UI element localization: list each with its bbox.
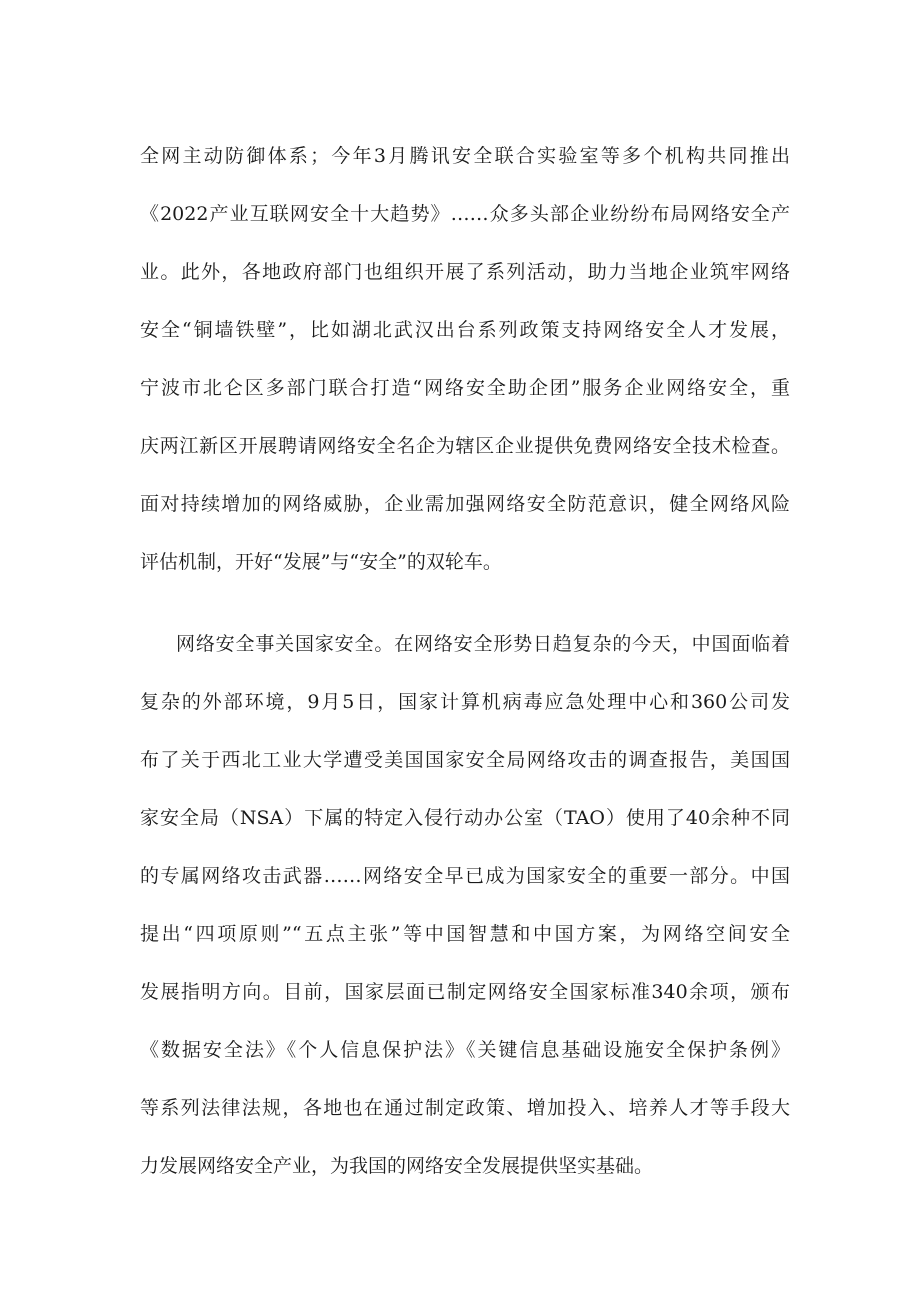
text-line: 宁波市北仑区多部门联合打造“网络安全助企团”服务企业网络安全，重 bbox=[140, 377, 790, 399]
text-line: 的专属网络攻击武器……网络安全早已成为国家安全的重要一部分。中国 bbox=[140, 865, 790, 887]
text-line: 发展指明方向。目前，国家层面已制定网络安全国家标准340余项，颁布 bbox=[140, 981, 790, 1003]
text-line: 《数据安全法》《个人信息保护法》《关键信息基础设施安全保护条例》 bbox=[140, 1039, 790, 1061]
text-line: 力发展网络安全产业，为我国的网络安全发展提供坚实基础。 bbox=[140, 1155, 654, 1177]
text-line: 家安全局（NSA）下属的特定入侵行动办公室（TAO）使用了40余种不同 bbox=[140, 807, 790, 829]
text-line: 布了关于西北工业大学遭受美国国家安全局网络攻击的调查报告，美国国 bbox=[140, 749, 790, 771]
text-line: 业。此外，各地政府部门也组织开展了系列活动，助力当地企业筑牢网络 bbox=[140, 261, 790, 283]
text-line: 网络安全事关国家安全。在网络安全形势日趋复杂的今天，中国面临着 bbox=[176, 633, 790, 655]
text-line: 全网主动防御体系；今年3月腾讯安全联合实验室等多个机构共同推出 bbox=[140, 145, 790, 167]
text-line: 提出“四项原则”“五点主张”等中国智慧和中国方案，为网络空间安全 bbox=[140, 923, 790, 945]
text-line: 安全“铜墙铁壁”，比如湖北武汉出台系列政策支持网络安全人才发展， bbox=[140, 319, 790, 341]
text-line: 庆两江新区开展聘请网络安全名企为辖区企业提供免费网络安全技术检查。 bbox=[140, 435, 790, 457]
text-line: 《2022产业互联网安全十大趋势》……众多头部企业纷纷布局网络安全产 bbox=[140, 203, 790, 225]
text-line: 面对持续增加的网络威胁，企业需加强网络安全防范意识，健全网络风险 bbox=[140, 493, 790, 515]
text-line: 等系列法律法规，各地也在通过制定政策、增加投入、培养人才等手段大 bbox=[140, 1097, 790, 1119]
text-line: 复杂的外部环境，9月5日，国家计算机病毒应急处理中心和360公司发 bbox=[140, 691, 790, 713]
text-line: 评估机制，开好“发展”与“安全”的双轮车。 bbox=[140, 551, 502, 573]
